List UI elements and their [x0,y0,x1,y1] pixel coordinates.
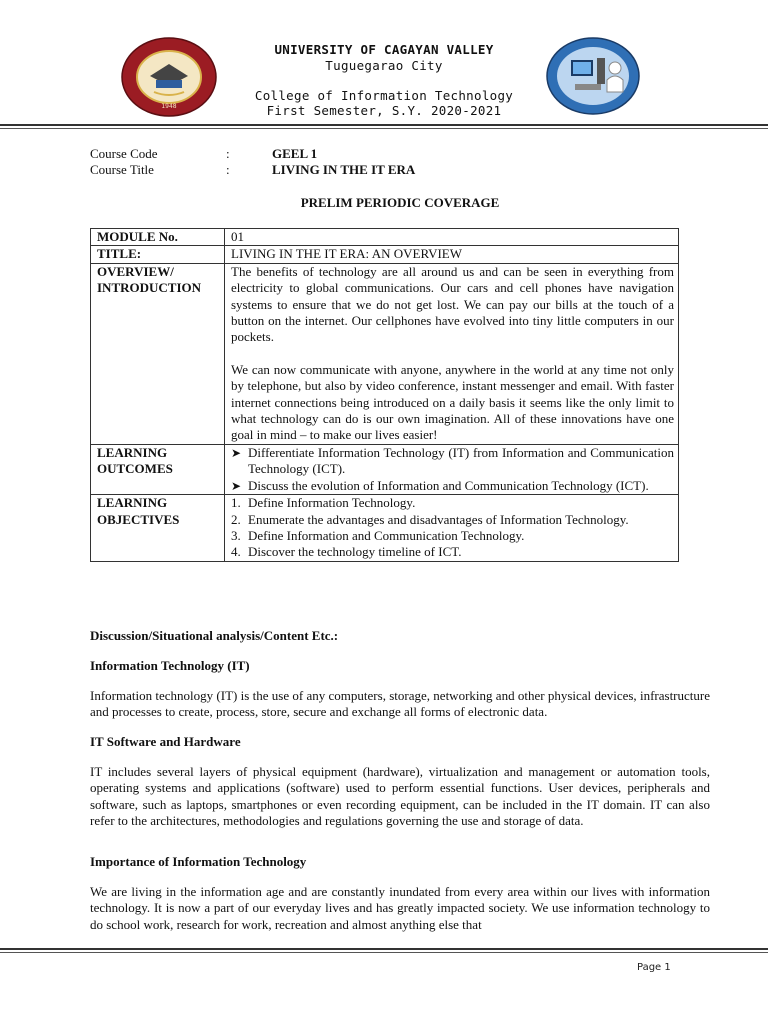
module-value: 01 [225,229,679,246]
overview-label [91,263,225,444]
importance-heading: Importance of Information Technology [90,854,307,869]
outcomes-list-cell [225,444,679,494]
title-label: TITLE: [91,246,225,263]
outcomes-label [91,444,225,494]
outcomes-label-line2: OUTCOMES [97,461,173,477]
header-divider [0,124,768,126]
module-table [90,228,679,562]
it-paragraph: Information technology (IT) is the use of any computers, storage, networking and other physical devices, infrastructure and processes to create, process, store, secure and exchange all forms of electronic data. [90,688,710,720]
objectives-label-line1: LEARNING [97,495,168,511]
module-row [91,229,679,246]
overview-text [225,263,679,444]
objectives-list [231,495,674,561]
objectives-label [91,495,225,562]
outcomes-label-line1: LEARNING [97,444,168,460]
semester-line: First Semester, S.Y. 2020-2021 [266,103,502,118]
course-code-sep: : [226,146,230,161]
outcome-item: ➤ Discuss the evolution of Information and Communication Technology (ICT). [231,477,649,493]
objectives-row [91,495,679,562]
title-value: LIVING IN THE IT ERA: AN OVERVIEW [225,246,679,263]
course-title-value: LIVING IN THE IT ERA [272,162,416,177]
it-heading: Information Technology (IT) [90,658,250,673]
footer-divider-thin [0,952,768,953]
footer-divider [0,948,768,950]
overview-paragraph-2: We can now communicate with anyone, anywhere in the world at any time not only by telephone, but also by video conference, instant messenger and email. With faster internet connections being introduced on a daily basis it seems like the only limit to what technology can do is our own imagination. All of these innovations have one goal in mind – to make our lives easier! [231,361,674,443]
objective-item: 2. Enumerate the advantages and disadvantages of Information Technology. [231,511,629,527]
svg-text:1948: 1948 [161,103,177,110]
course-title-label: Course Title [90,162,154,177]
overview-paragraph-1: The benefits of technology are all around us and can be seen in everything from electricity to global communications. Our cars and cell phones have navigation systems to ensure that we do not get lost. We can pay our bills at the touch of a button on the internet. Our cellphones have evolved into tiny little computers in our pockets. [231,263,674,345]
objective-item: 4. Discover the technology timeline of ICT. [231,544,462,560]
title-row [91,246,679,263]
city-name: Tuguegarao City [325,58,443,73]
college-name: College of Information Technology [254,88,514,103]
arrow-bullet-icon: ➤ [231,478,242,493]
overview-label-line2: INTRODUCTION [97,280,202,296]
coverage-heading: PRELIM PERIODIC COVERAGE [300,195,500,210]
objective-item: 3. Define Information and Communication Technology. [231,527,525,543]
outcomes-list [231,445,674,494]
module-label: MODULE No. [91,229,225,246]
importance-paragraph: We are living in the information age and are constantly inundated from every area within our lives with information technology. It is now a part of our everyday lives and has greatly impacted society. We use information technology to do school work, research for work, recreation and almost anything else that [90,884,710,932]
course-code-label: Course Code [90,146,158,161]
header-divider-thin [0,128,768,129]
university-name: UNIVERSITY OF CAGAYAN VALLEY [274,42,494,57]
objective-item: 1. Define Information Technology. [231,495,416,511]
outcome-item: ➤ Differentiate Information Technology (IT) from Information and Communication Technology (ICT). [231,444,674,477]
sw-heading: IT Software and Hardware [90,734,241,749]
overview-label-line1: OVERVIEW/ [97,263,174,279]
objectives-label-line2: OBJECTIVES [97,511,180,527]
overview-row [91,263,679,444]
discussion-heading: Discussion/Situational analysis/Content Etc.: [90,628,339,643]
page-number: Page 1 [637,962,671,973]
objectives-list-cell [225,495,679,562]
course-code-value: GEEL 1 [272,146,318,161]
course-title-sep: : [226,162,230,177]
sw-paragraph: IT includes several layers of physical equipment (hardware), virtualization and management or automation tools, operating systems and applications (software) used to perform essential functions. User devices, peripherals and software, such as laptops, smartphones or even recording equipment, can be included in the IT domain. IT can also refer to the architectures, methodologies and regulations governing the use and storage of data. [90,764,710,829]
arrow-bullet-icon: ➤ [231,445,242,460]
outcomes-row [91,444,679,494]
